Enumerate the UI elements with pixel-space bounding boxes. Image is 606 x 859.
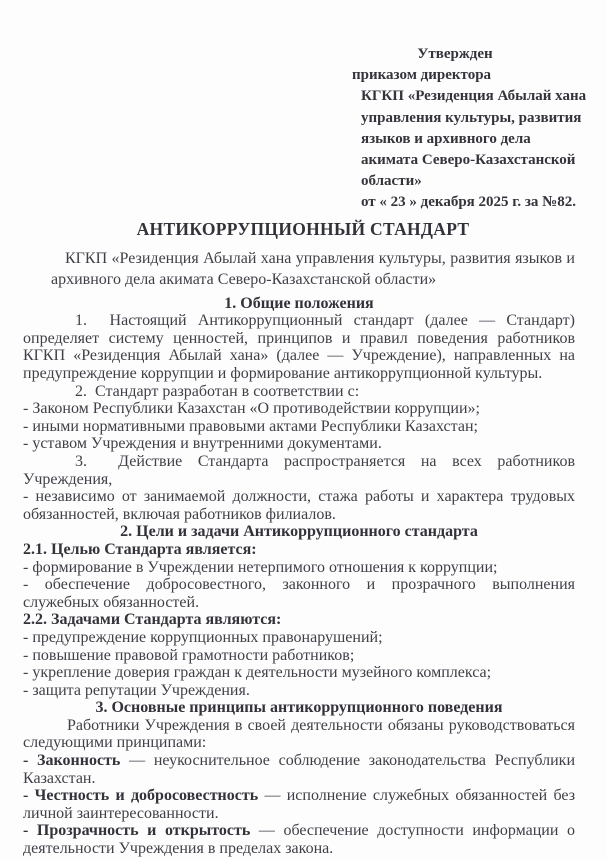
list-item [23,752,575,787]
document-body [23,295,575,858]
approval-block [352,44,592,214]
section-heading-principles: 3. Основные принципы антикоррупционного поведения [95,699,503,717]
document-title: АНТИКОРРУПЦИОННЫЙ СТАНДАРТ [136,218,470,239]
paragraph: 1. Настоящий Антикоррупционный стандарт (далее — Стандарт) определяет систему ценностей, принципов и правил поведения работников КГКП «Резиденция Абылай хана» (далее — Учреждение), направленных на предупреждение коррупции и формирование антикоррупционной культуры. [23,312,575,382]
approval-line: приказом директора [352,67,492,84]
approval-line: области» [361,173,422,190]
list-item: - повышение правовой грамотности работников; [23,646,355,664]
list-item: - предупреждение коррупционных правонарушений; [23,628,383,646]
paragraph: - независимо от занимаемой должности, стажа работы и характера трудовых обязанностей, включая работников филиалов. [23,488,575,523]
paragraph: 2. Стандарт разработан в соответствии с: [75,382,360,400]
principle-definition: — исполнение служебных обязанностей без личной заинтересованности. [23,787,576,822]
approval-line: от « 23 » декабря 2025 г. за №82. [361,194,577,211]
subsection-heading: 2.1. Целью Стандарта является: [23,540,257,558]
document-subtitle: КГКП «Резиденция Абылай хана управления культуры, развития языков и архивного дела акимата Северо-Казахстанской области» [51,249,575,289]
principle-definition: — неукоснительное соблюдение законодательства Республики Казахстан. [23,752,576,787]
list-item: - формирование в Учреждении нетерпимого отношения к коррупции; [23,558,498,576]
principle-term: - Прозрачность и открытость [23,822,251,840]
approval-line: КГКП «Резиденция Абылай хана [361,88,587,105]
paragraph: Работники Учреждения в своей деятельности обязаны руководствоваться следующими принципами: [23,716,575,752]
principle-term: - Честность и добросовестность [23,787,259,805]
approval-line: акимата Северо-Казахстанской [361,152,576,169]
list-item: - защита репутации Учреждения. [23,681,250,699]
list-item: - Законом Республики Казахстан «О противодействии коррупции»; [23,400,480,418]
list-item [23,787,575,822]
list-item: - укрепление доверия граждан к деятельности музейного комплекса; [23,664,492,682]
approval-line: языков и архивного дела [361,130,531,147]
subsection-heading: 2.2. Задачами Стандарта являются: [23,611,282,629]
list-item [23,822,575,857]
list-item: - уставом Учреждения и внутренними документами. [23,435,382,453]
principle-term: - Законность [23,752,121,770]
approval-line: управления культуры, развития [361,109,582,126]
approval-line: Утвержден [417,46,493,62]
principle-definition: — обеспечение доступности информации о деятельности Учреждения в пределах закона. [23,822,575,858]
list-item: - иными нормативными правовыми актами Республики Казахстан; [23,417,478,435]
paragraph: 3. Действие Стандарта распространяется на всех работников Учреждения, [23,452,575,488]
list-item: - обеспечение добросовестного, законного и прозрачного выполнения служебных обязанностей. [23,576,575,611]
section-heading-goals: 2. Цели и задачи Антикоррупционного стандарта [120,523,478,541]
section-heading-general: 1. Общие положения [224,294,374,312]
